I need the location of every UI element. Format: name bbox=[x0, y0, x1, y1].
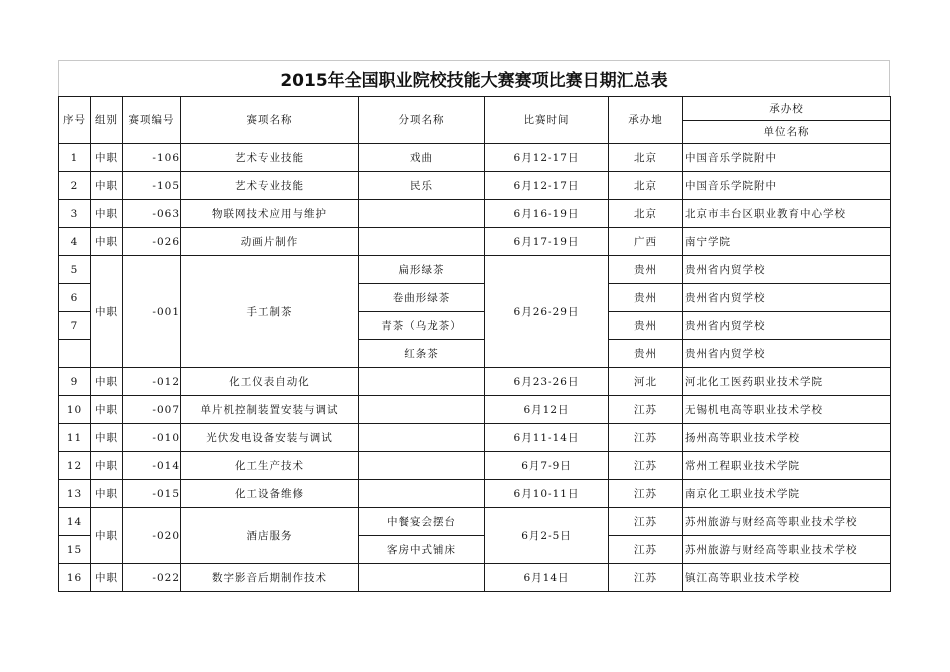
header-group: 组别 bbox=[91, 97, 123, 144]
cell-code: -022 bbox=[123, 564, 181, 592]
cell-place: 江苏 bbox=[609, 452, 683, 480]
cell-time: 6月12日 bbox=[485, 396, 609, 424]
cell-unit: 贵州省内贸学校 bbox=[683, 340, 891, 368]
cell-event: 手工制茶 bbox=[181, 256, 359, 368]
table-title-cell bbox=[58, 60, 890, 96]
cell-sub bbox=[359, 368, 485, 396]
cell-event: 动画片制作 bbox=[181, 228, 359, 256]
cell-sub: 民乐 bbox=[359, 172, 485, 200]
cell-sub: 戏曲 bbox=[359, 144, 485, 172]
cell-place: 北京 bbox=[609, 200, 683, 228]
cell-unit: 贵州省内贸学校 bbox=[683, 312, 891, 340]
cell-no: 10 bbox=[59, 396, 91, 424]
cell-unit: 贵州省内贸学校 bbox=[683, 256, 891, 284]
cell-group: 中职 bbox=[91, 144, 123, 172]
table-row bbox=[59, 256, 891, 284]
cell-unit: 南京化工职业技术学院 bbox=[683, 480, 891, 508]
cell-group: 中职 bbox=[91, 480, 123, 508]
cell-event: 艺术专业技能 bbox=[181, 144, 359, 172]
cell-no: 15 bbox=[59, 536, 91, 564]
table-row bbox=[59, 452, 891, 480]
cell-no: 9 bbox=[59, 368, 91, 396]
cell-event: 化工仪表自动化 bbox=[181, 368, 359, 396]
header-host: 承办校 bbox=[683, 97, 891, 121]
cell-code: -007 bbox=[123, 396, 181, 424]
cell-sub: 红条茶 bbox=[359, 340, 485, 368]
cell-no: 13 bbox=[59, 480, 91, 508]
cell-time: 6月12-17日 bbox=[485, 144, 609, 172]
cell-sub bbox=[359, 480, 485, 508]
cell-sub bbox=[359, 396, 485, 424]
cell-code: -014 bbox=[123, 452, 181, 480]
cell-place: 贵州 bbox=[609, 340, 683, 368]
cell-sub: 卷曲形绿茶 bbox=[359, 284, 485, 312]
cell-place: 北京 bbox=[609, 144, 683, 172]
table-row bbox=[59, 228, 891, 256]
cell-no: 12 bbox=[59, 452, 91, 480]
cell-place: 江苏 bbox=[609, 480, 683, 508]
cell-group: 中职 bbox=[91, 172, 123, 200]
cell-no: 7 bbox=[59, 312, 91, 340]
cell-group: 中职 bbox=[91, 256, 123, 368]
cell-code: -001 bbox=[123, 256, 181, 368]
cell-place: 贵州 bbox=[609, 256, 683, 284]
cell-code: -063 bbox=[123, 200, 181, 228]
cell-code: -012 bbox=[123, 368, 181, 396]
header-row bbox=[59, 97, 891, 121]
header-place: 承办地 bbox=[609, 97, 683, 144]
cell-place: 江苏 bbox=[609, 396, 683, 424]
header-code: 赛项编号 bbox=[123, 97, 181, 144]
cell-sub: 扁形绿茶 bbox=[359, 256, 485, 284]
cell-time: 6月11-14日 bbox=[485, 424, 609, 452]
table-row bbox=[59, 396, 891, 424]
table-row bbox=[59, 508, 891, 536]
cell-unit: 苏州旅游与财经高等职业技术学校 bbox=[683, 536, 891, 564]
cell-place: 江苏 bbox=[609, 564, 683, 592]
table-row bbox=[59, 144, 891, 172]
cell-group: 中职 bbox=[91, 200, 123, 228]
cell-group: 中职 bbox=[91, 508, 123, 564]
table-row bbox=[59, 368, 891, 396]
cell-event: 光伏发电设备安装与调试 bbox=[181, 424, 359, 452]
schedule-table bbox=[58, 96, 891, 592]
cell-group: 中职 bbox=[91, 564, 123, 592]
table-row bbox=[59, 480, 891, 508]
cell-event: 酒店服务 bbox=[181, 508, 359, 564]
cell-place: 北京 bbox=[609, 172, 683, 200]
cell-place: 贵州 bbox=[609, 312, 683, 340]
cell-unit: 河北化工医药职业技术学院 bbox=[683, 368, 891, 396]
cell-code: -015 bbox=[123, 480, 181, 508]
cell-sub bbox=[359, 452, 485, 480]
cell-sub bbox=[359, 424, 485, 452]
cell-time: 6月17-19日 bbox=[485, 228, 609, 256]
cell-time: 6月2-5日 bbox=[485, 508, 609, 564]
cell-no: 6 bbox=[59, 284, 91, 312]
cell-unit: 无锡机电高等职业技术学校 bbox=[683, 396, 891, 424]
cell-code: -010 bbox=[123, 424, 181, 452]
cell-group: 中职 bbox=[91, 452, 123, 480]
cell-unit: 苏州旅游与财经高等职业技术学校 bbox=[683, 508, 891, 536]
cell-unit: 扬州高等职业技术学校 bbox=[683, 424, 891, 452]
cell-time: 6月16-19日 bbox=[485, 200, 609, 228]
cell-unit: 镇江高等职业技术学校 bbox=[683, 564, 891, 592]
cell-no: 16 bbox=[59, 564, 91, 592]
cell-sub bbox=[359, 200, 485, 228]
cell-event: 物联网技术应用与维护 bbox=[181, 200, 359, 228]
cell-time: 6月10-11日 bbox=[485, 480, 609, 508]
header-unit: 单位名称 bbox=[683, 121, 891, 144]
cell-place: 江苏 bbox=[609, 536, 683, 564]
cell-event: 化工设备维修 bbox=[181, 480, 359, 508]
cell-unit: 常州工程职业技术学院 bbox=[683, 452, 891, 480]
cell-place: 贵州 bbox=[609, 284, 683, 312]
cell-no: 14 bbox=[59, 508, 91, 536]
cell-event: 单片机控制装置安装与调试 bbox=[181, 396, 359, 424]
cell-sub: 青茶（乌龙茶） bbox=[359, 312, 485, 340]
cell-no: 11 bbox=[59, 424, 91, 452]
cell-unit: 北京市丰台区职业教育中心学校 bbox=[683, 200, 891, 228]
cell-no bbox=[59, 340, 91, 368]
cell-place: 广西 bbox=[609, 228, 683, 256]
table-title: 2015年全国职业院校技能大赛赛项比赛日期汇总表 bbox=[280, 71, 668, 91]
cell-time: 6月12-17日 bbox=[485, 172, 609, 200]
cell-unit: 南宁学院 bbox=[683, 228, 891, 256]
table-row bbox=[59, 200, 891, 228]
cell-code: -106 bbox=[123, 144, 181, 172]
cell-time: 6月23-26日 bbox=[485, 368, 609, 396]
cell-time: 6月7-9日 bbox=[485, 452, 609, 480]
cell-event: 艺术专业技能 bbox=[181, 172, 359, 200]
cell-group: 中职 bbox=[91, 396, 123, 424]
cell-place: 河北 bbox=[609, 368, 683, 396]
cell-unit: 中国音乐学院附中 bbox=[683, 172, 891, 200]
cell-sub: 中餐宴会摆台 bbox=[359, 508, 485, 536]
cell-place: 江苏 bbox=[609, 424, 683, 452]
cell-no: 5 bbox=[59, 256, 91, 284]
cell-group: 中职 bbox=[91, 228, 123, 256]
cell-event: 数字影音后期制作技术 bbox=[181, 564, 359, 592]
cell-unit: 贵州省内贸学校 bbox=[683, 284, 891, 312]
cell-no: 2 bbox=[59, 172, 91, 200]
table-row bbox=[59, 424, 891, 452]
cell-event: 化工生产技术 bbox=[181, 452, 359, 480]
cell-code: -105 bbox=[123, 172, 181, 200]
header-no: 序号 bbox=[59, 97, 91, 144]
table-row bbox=[59, 172, 891, 200]
cell-time: 6月14日 bbox=[485, 564, 609, 592]
cell-sub: 客房中式铺床 bbox=[359, 536, 485, 564]
cell-group: 中职 bbox=[91, 424, 123, 452]
header-sub: 分项名称 bbox=[359, 97, 485, 144]
cell-code: -020 bbox=[123, 508, 181, 564]
cell-time: 6月26-29日 bbox=[485, 256, 609, 368]
cell-unit: 中国音乐学院附中 bbox=[683, 144, 891, 172]
cell-sub bbox=[359, 228, 485, 256]
cell-code: -026 bbox=[123, 228, 181, 256]
cell-sub bbox=[359, 564, 485, 592]
header-event: 赛项名称 bbox=[181, 97, 359, 144]
cell-no: 1 bbox=[59, 144, 91, 172]
cell-no: 3 bbox=[59, 200, 91, 228]
header-time: 比赛时间 bbox=[485, 97, 609, 144]
cell-no: 4 bbox=[59, 228, 91, 256]
cell-group: 中职 bbox=[91, 368, 123, 396]
cell-place: 江苏 bbox=[609, 508, 683, 536]
table-row bbox=[59, 564, 891, 592]
